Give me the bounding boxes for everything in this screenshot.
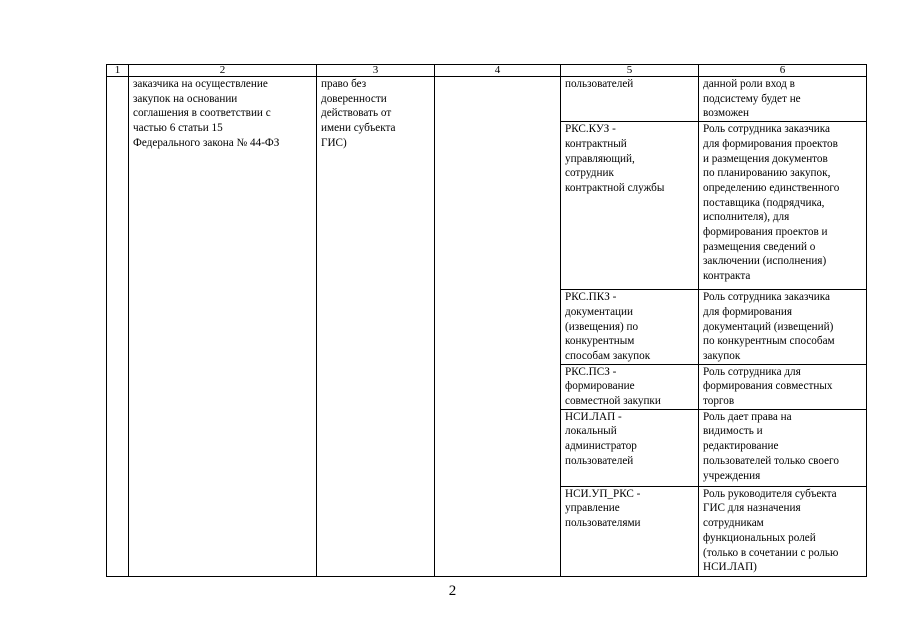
cell-col-3 xyxy=(317,77,435,577)
page-number: 2 xyxy=(448,583,457,599)
role-code-cell: РКС.ПСЗ - формирование совместной закупки xyxy=(561,364,699,409)
rights-description: право без доверенности действовать от имени субъекта ГИС) xyxy=(321,78,396,149)
role-code-cell: НСИ.УП_РКС - управление пользователями xyxy=(561,486,699,576)
role-description-cell: Роль сотрудника для формирования совместных торгов xyxy=(699,364,867,409)
role-description-cell: Роль сотрудника заказчика для формирования документаций (извещений) по конкурентным способам закупок xyxy=(699,290,867,365)
table-row xyxy=(107,77,867,122)
subject-description: заказчика на осуществление закупок на основании соглашения в соответствии с частью 6 статьи 15 Федерального закона № 44-ФЗ xyxy=(133,78,280,149)
header-col-4: 4 xyxy=(435,65,561,77)
role-description-cell: данной роли вход в подсистему будет не возможен xyxy=(699,77,867,122)
role-description-cell: Роль дает права на видимость и редактирование пользователей только своего учреждения xyxy=(699,409,867,486)
header-col-3: 3 xyxy=(317,65,435,77)
role-description-cell: Роль сотрудника заказчика для формирования проектов и размещения документов по планированию закупок, определению единственного поставщика (подрядчика, исполнителя), для формирования проектов и размещения сведений о заключении (исполнения) контракта xyxy=(699,122,867,290)
cell-col-4 xyxy=(435,77,561,577)
cell-col-2 xyxy=(129,77,317,577)
role-code-cell: РКС.КУЗ - контрактный управляющий, сотрудник контрактной службы xyxy=(561,122,699,290)
header-col-1: 1 xyxy=(107,65,129,77)
header-col-2: 2 xyxy=(129,65,317,77)
table-header-row xyxy=(107,65,867,77)
header-col-5: 5 xyxy=(561,65,699,77)
role-code-cell: НСИ.ЛАП - локальный администратор пользователей xyxy=(561,409,699,486)
roles-table xyxy=(106,64,867,577)
role-code-cell: РКС.ПКЗ - документации (извещения) по конкурентным способам закупок xyxy=(561,290,699,365)
header-col-6: 6 xyxy=(699,65,867,77)
role-code-cell: пользователей xyxy=(561,77,699,122)
role-description-cell: Роль руководителя субъекта ГИС для назначения сотрудникам функциональных ролей (только в сочетании с ролью НСИ.ЛАП) xyxy=(699,486,867,576)
cell-col-1 xyxy=(107,77,129,577)
